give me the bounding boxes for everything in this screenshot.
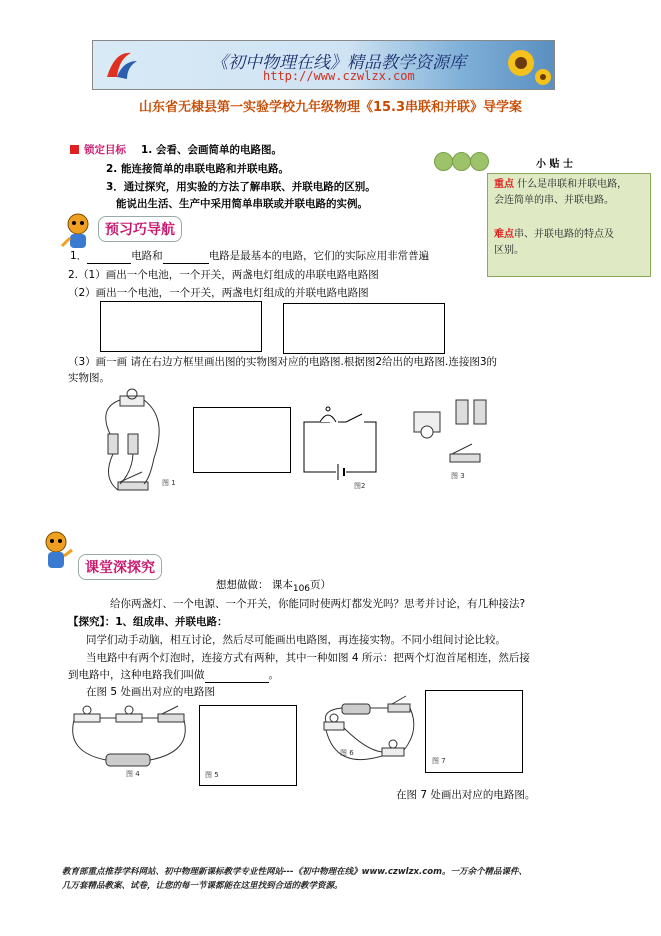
page-title: 山东省无棣县第一实验学校九年级物理《15.3串联和并联》导学案 (138, 100, 523, 115)
figure-6-caption: 图 6 (340, 749, 354, 757)
class-heading: 课堂深探究 (78, 554, 162, 580)
banner-title: 《初中物理在线》精品教学资源库 (211, 53, 466, 73)
figure-4-caption: 图 4 (126, 770, 140, 778)
footer-line-2: 几万套精品教案、试卷，让您的每一节课都能在这里找到合适的教学资源。 (62, 881, 343, 891)
key-point-label: 重点 (494, 179, 514, 190)
explore-paragraph-1: 同学们动手动脑，相互讨论，然后尽可能画出电路图，再连接实物。不同小组间讨论比较。 (86, 634, 506, 646)
figure-2-caption: 图2 (354, 482, 366, 490)
q3-line-1: （3）画一画 请在右边方框里画出图的实物图对应的电路图.根据图2给出的电路图.连接图3的 (68, 356, 498, 368)
sentence-end: 。 (268, 669, 279, 681)
key-point-text-2: 会连简单的串、并联电路。 (494, 195, 614, 206)
sunflower-icon (493, 43, 551, 87)
figure-3-caption: 图 3 (451, 472, 465, 480)
header-banner (92, 40, 555, 90)
tip-bubble-icon (470, 152, 489, 171)
figure-5-instruction: 在图 5 处画出对应的电路图 (86, 686, 215, 698)
goals-label: 锁定目标 (84, 144, 126, 156)
figure-3-components (410, 396, 490, 470)
figure-6-parallel-circuit (316, 690, 422, 780)
figure-2-circuit-diagram (300, 402, 380, 482)
tip-bubble-icon (452, 152, 471, 171)
goal-item-1: 1. 会看、会画简单的电路图。 (141, 144, 282, 156)
q2-parallel: （2）画出一个电池，一个开关，两盏电灯组成的并联电路电路图 (68, 287, 369, 299)
tips-box (487, 173, 651, 277)
textbook-page-number: 106 (292, 584, 311, 594)
footer-line-1: 教育部重点推荐学科网站、初中物理新课标教学专业性网站---《初中物理在线》www.czwlzx.com。一万余个精品课件、 (62, 867, 527, 877)
goal-marker-icon (70, 145, 79, 154)
class-question: 给你两盏灯、一个电源、一个开关，你能同时使两灯都发光吗？思考并讨论，有几种接法? (110, 598, 526, 610)
goal-item-3: 3．通过探究，用实验的方法了解串联、并联电路的区别。 (106, 181, 376, 193)
tiger-mascot-icon (60, 212, 96, 252)
figure-5-caption: 图 5 (205, 771, 219, 779)
think-label: 想想做做： 课本 (216, 579, 293, 591)
q2-series: 2.（1）画出一个电池，一个开关，两盏电灯组成的串联电路电路图 (68, 269, 379, 281)
difficulty-text-2: 区别。 (494, 245, 524, 256)
explore-heading: 【探究】：1、组成串、并联电路： (68, 616, 228, 628)
explore-paragraph-2: 当电路中有两个灯泡时，连接方式有两种，其中一种如图 4 所示：把两个灯泡首尾相连，然后接 (86, 652, 530, 664)
series-drawing-box[interactable] (100, 301, 262, 352)
explore-paragraph-3: 到电路中，这种电路我们叫做 (68, 669, 205, 681)
series-term-blank[interactable] (205, 668, 269, 683)
q1-blank-2[interactable] (163, 249, 209, 264)
q1-blank-1[interactable] (87, 249, 131, 264)
figure-1-caption: 图 1 (162, 479, 176, 487)
tips-title: 小 贴 士 (536, 159, 573, 170)
tip-bubble-icon (434, 152, 453, 171)
think-suffix: 页） (310, 579, 332, 591)
parallel-drawing-box[interactable] (283, 303, 445, 354)
site-logo-icon (101, 47, 141, 83)
difficulty-text: 串、并联电路的特点及 (514, 229, 614, 240)
goal-item-2: 2. 能连接简单的串联电路和并联电路。 (106, 163, 289, 175)
key-point-text: 什么是串联和并联电路， (514, 179, 628, 190)
goal-item-4: 能说出生活、生产中采用简单串联或并联电路的实例。 (116, 198, 368, 210)
q1-tail-text: 电路是最基本的电路，它们的实际应用非常普遍 (208, 250, 430, 262)
banner-url[interactable]: http://www.czwlzx.com (263, 69, 415, 83)
q1-number: 1． (70, 250, 88, 262)
tiger-mascot-icon (38, 530, 74, 574)
q1-mid-text: 电路和 (131, 250, 163, 262)
difficulty-label: 难点 (494, 229, 514, 240)
figure-7-caption: 图 7 (432, 757, 446, 765)
preview-heading: 预习巧导航 (98, 216, 182, 242)
q3-line-2: 实物图。 (68, 372, 110, 384)
figure-7-instruction: 在图 7 处画出对应的电路图。 (396, 789, 536, 801)
figure-1-drawing-box[interactable] (193, 407, 291, 473)
